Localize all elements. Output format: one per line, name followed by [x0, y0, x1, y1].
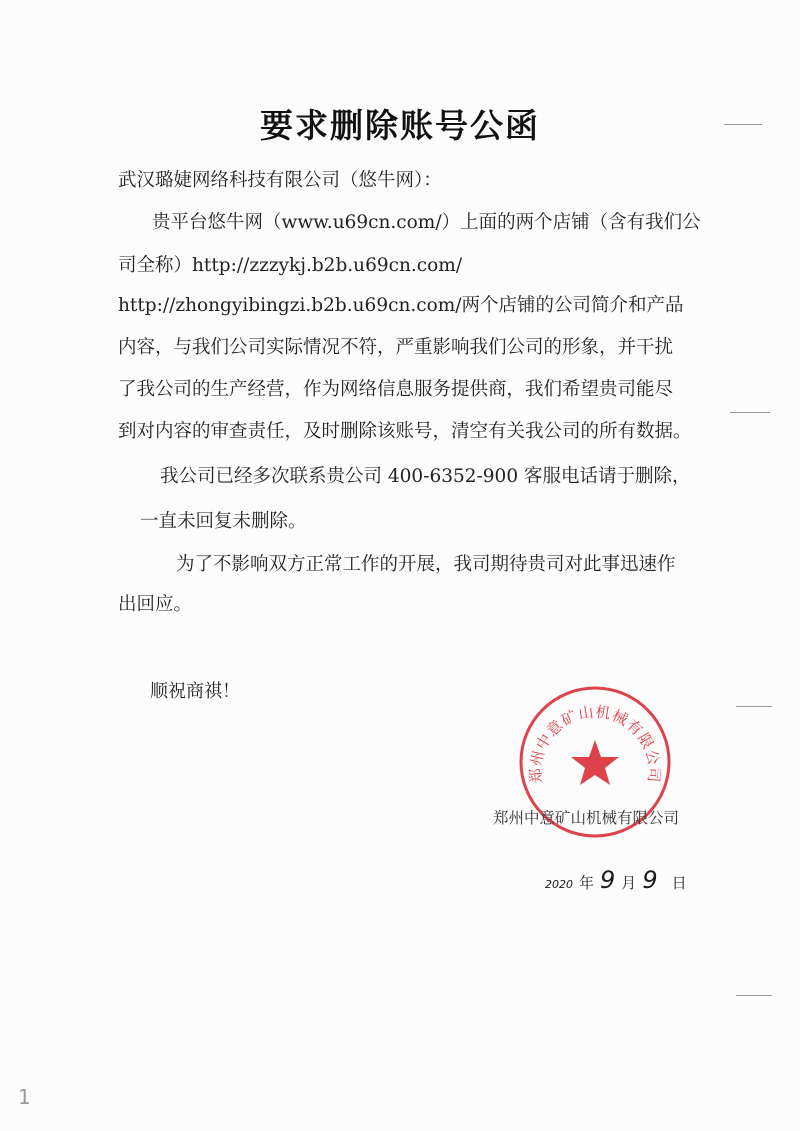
date-year-unit: 年	[579, 874, 595, 892]
date-year: 2020	[545, 878, 573, 891]
paragraph-1-line-6: 到对内容的审查责任，及时删除该账号，清空有关我公司的所有数据。	[118, 421, 692, 442]
page-number: 1	[18, 1085, 31, 1109]
date-month: 9	[600, 866, 616, 894]
date-day-unit: 日	[671, 874, 687, 892]
paragraph-1-line-2: 司全称）http://zzzykj.b2b.u69cn.com/	[118, 255, 463, 276]
signature-company-name: 郑州中意矿山机械有限公司	[493, 809, 680, 827]
paragraph-1-line-3: http://zhongyibingzi.b2b.u69cn.com/两个店铺的公司简介和产品	[118, 295, 684, 316]
signing-date	[545, 866, 693, 896]
seal-text: 郑州中意矿山机械有限公司	[526, 702, 664, 784]
paragraph-1-line-1: 贵平台悠牛网（www.u69cn.com/）上面的两个店铺（含有我们公	[152, 212, 701, 233]
paragraph-1-line-4: 内容，与我们公司实际情况不符，严重影响我们公司的形象，并干扰	[118, 337, 674, 358]
paragraph-2-line-1: 我公司已经多次联系贵公司 400-6352-900 客服电话请于删除，	[160, 466, 691, 487]
letter-title: 要求删除账号公函	[260, 106, 540, 145]
date-day: 9	[642, 866, 658, 894]
paragraph-3-line-1: 为了不影响双方正常工作的开展，我司期待贵司对此事迅速作	[176, 554, 676, 575]
scan-margin-mark	[724, 124, 762, 125]
date-month-unit: 月	[621, 874, 637, 892]
scan-margin-mark	[736, 995, 772, 996]
scan-margin-mark	[730, 412, 770, 413]
closing-greeting: 顺祝商祺！	[150, 681, 240, 702]
paragraph-2-line-2: 一直未回复未删除。	[140, 511, 307, 532]
seal-star-icon	[571, 740, 619, 785]
paragraph-3-line-2: 出回应。	[118, 594, 193, 615]
addressee: 武汉璐婕网络科技有限公司（悠牛网）：	[118, 170, 442, 191]
scan-margin-mark	[736, 706, 772, 707]
paragraph-1-line-5: 了我公司的生产经营，作为网络信息服务提供商，我们希望贵司能尽	[118, 379, 674, 400]
